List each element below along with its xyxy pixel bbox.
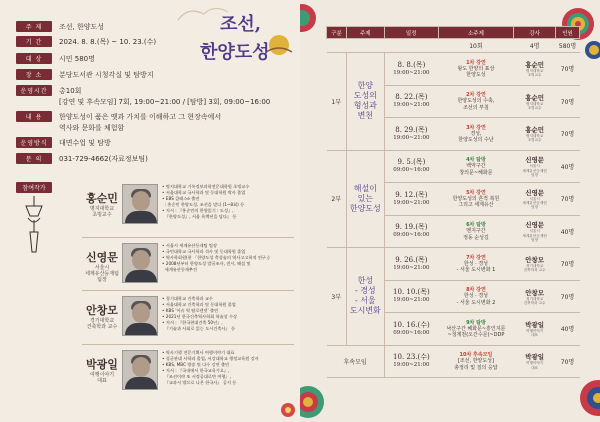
cell-topic — [346, 248, 384, 346]
cell-capacity: 40명 — [556, 215, 580, 248]
session-date: 9. 26.(목) — [395, 255, 428, 264]
session-time: 19:00~21:00 — [393, 264, 430, 271]
cell-subtopic — [438, 85, 514, 118]
cell-instructor — [514, 248, 556, 281]
topic-line: 한양 — [357, 81, 374, 91]
speaker-affiliation: 대표 — [97, 378, 107, 384]
session-time: 19:00~21:00 — [393, 134, 430, 141]
speaker-photo — [122, 296, 158, 336]
session-tag: 5차 강연 — [466, 189, 486, 196]
session-date: 9. 12.(목) — [395, 190, 428, 199]
info-label: 기 간 — [16, 36, 52, 47]
info-value: 분당도서관 시청각실 및 탐방지 — [59, 70, 154, 79]
subtopic-line: 총정리 및 질의 응답 — [454, 364, 498, 371]
summary-instructors: 4명 — [514, 39, 556, 53]
cell-capacity: 70명 — [556, 85, 580, 118]
info-label: 운영시간 — [16, 85, 52, 96]
info-label: 문 의 — [16, 153, 52, 164]
info-row — [16, 110, 221, 123]
speaker-bio-line: • 경기대학교 건축학과 교수 — [162, 296, 213, 301]
subtopic-line: 한양도성의 흔적 복원 — [452, 195, 500, 202]
info-label: 운영방식 — [16, 137, 52, 148]
summary-people: 580명 — [556, 39, 580, 53]
speaker-bio-line: • 역사기행 전문기획사 여행이야기 대표 — [162, 350, 235, 355]
instructor-affiliation: 세계유산등재팀 — [522, 233, 547, 238]
topic-line: - 경성 — [354, 286, 376, 296]
cell-subtopic — [438, 280, 514, 313]
speaker-bio-line: • 2021년 한국건축역사학회 학술상 수상 — [162, 314, 238, 320]
cell-date — [384, 150, 438, 183]
title-line1: 조선, — [220, 14, 262, 35]
table-row — [327, 150, 580, 183]
cell-date — [384, 85, 438, 118]
subtopic-line: 한양도성의 수난 — [458, 137, 494, 144]
info-row — [16, 52, 95, 65]
speaker-bio — [162, 243, 294, 273]
speaker-name: 신영문 — [86, 251, 118, 264]
session-date: 9. 19.(목) — [395, 223, 428, 232]
cell-subtopic — [438, 345, 514, 377]
info-value: 시민 580명 — [59, 54, 95, 63]
cell-topic — [346, 150, 384, 248]
session-date: 10. 10.(목) — [393, 288, 430, 297]
corner-flower-left-icon — [300, 0, 322, 40]
instructor-name: 안창모 — [525, 288, 545, 297]
instructor-affiliation: 초빙교수 — [527, 105, 542, 110]
speaker-bio-line: 『조선이야 또 서정공대로만 여행』, — [162, 374, 231, 380]
speaker-bio-line: 세계유산등재추진 — [162, 267, 198, 273]
instructor-affiliation: 명지대학교 — [525, 134, 544, 139]
instructor-affiliation: 경기대학교 — [525, 264, 544, 269]
subtopic-line: 왕도 한양의 표상 — [457, 65, 495, 72]
session-tag: 6차 탐방 — [466, 222, 486, 229]
speaker-divider — [82, 290, 294, 291]
speaker-card — [82, 302, 122, 330]
cell-subtopic — [438, 248, 514, 281]
instructor-affiliation: 건축학과 교수 — [523, 300, 546, 305]
session-time: 19:00~21:00 — [393, 297, 430, 304]
header-instructor: 강사 — [514, 27, 556, 39]
instructor-name: 박광일 — [525, 353, 545, 362]
instructor-affiliation: 초빙교수 — [527, 138, 542, 143]
speaker-name: 안창모 — [86, 304, 118, 317]
session-tag: 1차 강연 — [466, 59, 486, 66]
part-label: 1부 — [331, 98, 342, 106]
cell-capacity: 40명 — [556, 313, 580, 346]
subtopic-line: 백악구간 — [466, 163, 486, 170]
subtopic-line: 멘지구간 — [466, 228, 486, 235]
header-subtopic: 소주제 — [438, 27, 514, 39]
topic-line: 있는 — [357, 193, 374, 203]
instructor-affiliation: 서울시 — [529, 196, 540, 201]
speaker-affiliation: 세계유산등재팀 — [85, 271, 119, 277]
instructor-affiliation: 초빙교수 — [527, 73, 542, 78]
topic-line: 변천 — [357, 111, 374, 121]
topic-line: 형성과 — [353, 101, 377, 111]
instructor-name: 홍순민 — [525, 126, 545, 135]
instructor-name: 안창모 — [525, 256, 545, 265]
topic-line: 한성 — [357, 276, 374, 286]
speaker-affiliation: 명지대학교 — [89, 206, 115, 212]
info-value-continued: 역사와 문화를 체험함 — [59, 124, 125, 132]
instructor-name: 신영문 — [525, 188, 545, 197]
cell-instructor — [514, 53, 556, 86]
cell-date — [384, 345, 438, 377]
info-row — [16, 68, 154, 81]
speaker-photo — [122, 350, 158, 390]
speaker-bio-line: 『교과서 밖으로 나온 한국사』 공저 등 — [162, 380, 237, 386]
topic-line: 한양도성 — [349, 203, 381, 213]
instructor-affiliation: 명지대학교 — [525, 101, 544, 106]
session-date: 8. 22.(목) — [395, 93, 428, 102]
header-topic: 주제 — [346, 27, 384, 39]
table-row — [327, 248, 580, 281]
session-tag: 3차 강연 — [466, 124, 486, 131]
title-art — [198, 6, 278, 68]
cell-date — [384, 280, 438, 313]
speaker-bio-line: • KBS, MBC 방송 및 다수 강연 출연 — [162, 362, 230, 368]
subtopic-line: 한성 · 경성 — [463, 260, 488, 267]
instructor-affiliation: 팀장 — [531, 172, 539, 177]
subtopic-line: - 서울 도시변화 2 — [456, 299, 496, 306]
cell-instructor — [514, 313, 556, 346]
speaker-name: 홍순민 — [86, 192, 118, 205]
cell-subtopic — [438, 313, 514, 346]
session-date: 10. 23.(수) — [393, 353, 430, 361]
info-label: 주 제 — [16, 21, 52, 32]
cell-capacity: 70명 — [556, 280, 580, 313]
cell-capacity: 70명 — [556, 118, 580, 151]
speaker-bio-line: • 저서 : 『국내에서 한국교육가요』, — [162, 368, 230, 374]
session-tag: 10차 후속모임 — [459, 352, 493, 358]
speaker-bio-line: • 서울시 세계유산등재팀 팀장 — [162, 243, 218, 248]
subtopic-line: 한양도성 — [466, 72, 486, 79]
speakers-label: 참여작가 — [16, 182, 52, 193]
header-division: 구분 — [327, 27, 347, 39]
subtopic-line: ~청계천(오간수문)~DDP — [447, 332, 505, 339]
corner-flower-bottomleft-icon — [300, 372, 332, 422]
corner-flower-bottomright-icon — [570, 370, 600, 422]
cell-date — [384, 183, 438, 216]
summary-sessions: 10회 — [438, 39, 514, 53]
info-row — [16, 84, 81, 97]
speaker-card — [82, 356, 122, 384]
session-date: 8. 29.(목) — [395, 125, 428, 134]
cell-capacity: 70명 — [556, 183, 580, 216]
topic-line: 해설이 — [353, 183, 377, 193]
session-tag: 9차 탐방 — [466, 319, 486, 326]
session-date: 8. 8.(목) — [397, 60, 426, 69]
subtopic-line: 경성, — [470, 130, 482, 137]
subtopic-line: 정동 순성길 — [463, 234, 489, 241]
speaker-bio — [162, 296, 294, 333]
info-value: 031-729-4662(자료정보팀) — [59, 154, 148, 163]
speaker-card — [82, 190, 122, 218]
info-value: 조선, 한양도성 — [59, 22, 105, 31]
instructor-name: 신영문 — [525, 221, 545, 230]
info-row — [16, 136, 111, 149]
cell-subtopic — [438, 215, 514, 248]
speaker-affiliation: 경기대학교 — [89, 318, 115, 324]
speaker-bio-line: • 저서 : 『한국현대건축 50년』, — [162, 320, 223, 326]
speaker-affiliation: 건축학과 교수 — [86, 324, 118, 330]
cell-capacity: 70명 — [556, 53, 580, 86]
instructor-affiliation: 여행이야기 — [525, 361, 544, 366]
cell-instructor — [514, 118, 556, 151]
speaker-name: 박광일 — [86, 358, 118, 371]
session-time: 19:00~21:00 — [393, 199, 430, 206]
instructor-affiliation: 명지대학교 — [525, 69, 544, 74]
instructor-affiliation: 경기대학교 — [525, 296, 544, 301]
info-value-continued: [강연 및 후속모임] 7회, 19:00~21:00 / [탐방] 3회, 09:00~16:00 — [59, 98, 271, 106]
topic-line: - 서울 — [354, 296, 376, 306]
speaker-affiliation: 팀장 — [97, 277, 107, 283]
cell-subtopic — [438, 183, 514, 216]
cell-part — [327, 345, 385, 377]
subtopic-line: - 서울 도시변화 1 — [456, 267, 496, 274]
instructor-affiliation: 대표 — [531, 365, 539, 370]
speaker-bio-line: 『기술과 사회로 읽는 도시건축사』 등 — [162, 326, 235, 332]
speaker-bio-line: • 서울대학교 건축학과 및 동대학원 졸업 — [162, 302, 236, 308]
session-tag: 2차 강연 — [466, 92, 486, 99]
table-row — [327, 345, 580, 377]
topic-line: 도시변화 — [349, 306, 381, 316]
session-date: 9. 5.(목) — [397, 158, 426, 167]
info-row — [16, 152, 148, 165]
session-tag: 7차 강연 — [466, 254, 486, 261]
session-time: 19:00~21:00 — [393, 362, 430, 368]
info-label: 장 소 — [16, 69, 52, 80]
title-line2: 한양도성 — [200, 42, 270, 63]
cell-instructor — [514, 150, 556, 183]
cell-capacity: 40명 — [556, 150, 580, 183]
speaker-card — [82, 249, 122, 283]
part-label: 3부 — [331, 293, 342, 301]
speaker-affiliation: 여행이야기 — [89, 372, 115, 378]
speaker-bio-line: • 역사학회원(현 「한양도성 축성술의 역사고고학적 연구」) — [162, 255, 270, 261]
session-time: 09:00~16:00 — [393, 167, 430, 174]
subtopic-line: 낙산구간 혜화문~흥인지문 — [446, 325, 506, 332]
cell-date — [384, 53, 438, 86]
speaker-bio-line: • 국민대학교 국사학과 석사 및 동대학원 졸업 — [162, 249, 246, 255]
instructor-affiliation: 팀장 — [531, 205, 539, 210]
speaker-bio-line: • 명지대학교 기록정보과학전문대학원 초빙교수 — [162, 184, 250, 189]
speaker-photo — [122, 184, 158, 224]
instructor-affiliation: 세계유산등재팀 — [522, 201, 547, 206]
cell-subtopic — [438, 53, 514, 86]
cell-instructor — [514, 345, 556, 377]
instructor-affiliation: 서울시 — [529, 164, 540, 169]
session-tag: 8차 강연 — [466, 287, 486, 294]
cell-capacity: 70명 — [556, 248, 580, 281]
session-tag: 4차 탐방 — [466, 157, 486, 164]
session-time: 09:00~16:00 — [393, 232, 430, 239]
cell-instructor — [514, 280, 556, 313]
speaker-bio-line: • 저서 : 『홍순민의 한양읽기 : 도성』, — [162, 208, 234, 214]
subtopic-line: 한성 · 경성 — [463, 293, 488, 300]
speaker-bio — [162, 350, 294, 387]
speaker-bio — [162, 184, 294, 221]
cell-date — [384, 215, 438, 248]
instructor-affiliation: 세계유산등재팀 — [522, 168, 547, 173]
subtopic-line: 창의문~혜화문 — [459, 169, 493, 176]
instructor-name: 신영문 — [525, 156, 545, 165]
instructor-name: 박광일 — [525, 321, 545, 330]
session-time: 19:00~21:00 — [393, 69, 430, 76]
speaker-bio-line: • 서울대학교 국사학과 및 동대학원 박사 졸업 — [162, 190, 246, 196]
speaker-divider — [82, 344, 294, 345]
schedule-table — [326, 26, 580, 378]
part-label: 2부 — [331, 196, 342, 204]
cell-subtopic — [438, 118, 514, 151]
speaker-divider — [82, 237, 294, 238]
part-label: 후속모임 — [343, 358, 367, 366]
subtopic-line: 그리고 세계유산 — [458, 202, 494, 209]
instructor-affiliation: 여행이야기 — [525, 329, 544, 334]
flower-decoration-icon — [276, 398, 300, 422]
info-row — [16, 35, 156, 48]
summary-row — [327, 39, 580, 53]
instructor-affiliation: 건축학과 교수 — [523, 268, 546, 273]
cell-subtopic — [438, 150, 514, 183]
cell-topic — [346, 53, 384, 151]
topic-line: 도성의 — [353, 91, 377, 101]
subtopic-line: 조선의 부침 — [463, 104, 489, 111]
cell-date — [384, 248, 438, 281]
header-capacity: 인원 — [556, 27, 580, 39]
instructor-name: 홍순민 — [525, 61, 545, 70]
cell-date — [384, 313, 438, 346]
speaker-bio-line: 『한양도성』, 서울 육백년을 담다』 등 — [162, 214, 237, 220]
session-time: 19:00~21:00 — [393, 102, 430, 109]
session-time: 09:00~16:00 — [393, 329, 430, 336]
speaker-affiliation: 서울시 — [94, 265, 110, 271]
speaker-affiliation: 초빙교수 — [92, 212, 112, 218]
speaker-photo — [122, 243, 158, 283]
instructor-affiliation: 대표 — [531, 333, 539, 338]
cell-capacity: 70명 — [556, 345, 580, 377]
instructor-affiliation: 서울시 — [529, 229, 540, 234]
cell-part — [327, 53, 347, 151]
info-label: 내 용 — [16, 111, 52, 122]
instructor-name: 홍순민 — [525, 93, 545, 102]
speaker-bio-line: • EBS 클래스e 출연 — [162, 196, 200, 202]
norigae-ornament-icon — [20, 196, 48, 256]
table-row — [327, 53, 580, 86]
cell-instructor — [514, 183, 556, 216]
speaker-bio-line: • 2008년부터 한양도성 발굴조사, 전시, 해설 및 — [162, 261, 251, 267]
cell-instructor — [514, 85, 556, 118]
info-value: 한양도성이 품은 옛과 가치를 이해하고 그 현장속에서 — [59, 112, 222, 121]
cell-part — [327, 248, 347, 346]
header-date: 일정 — [384, 27, 438, 39]
cell-date — [384, 118, 438, 151]
speaker-bio-line: • 성균관대 사학과 졸업, 서강대학교 행정교육원 강사 — [162, 356, 259, 362]
subtopic-line: [조선, 한양도성] — [457, 358, 494, 364]
info-value: 총10회 — [59, 86, 82, 95]
speaker-bio-line: • KBS '이슈 역 탐로덴넷' 출연 — [162, 308, 219, 314]
subtopic-line: 한양도성의 수축, — [457, 98, 495, 105]
cell-instructor — [514, 215, 556, 248]
info-label: 대 상 — [16, 53, 52, 64]
info-value: 2024. 8. 8.(목) ~ 10. 23.(수) — [59, 37, 157, 46]
session-date: 10. 16.(수) — [393, 320, 430, 329]
table-header-row — [327, 27, 580, 39]
info-row — [16, 20, 104, 33]
cell-part — [327, 150, 347, 248]
info-value: 대면수업 및 탐방 — [59, 138, 111, 147]
speaker-bio-line: : 홍순민 한양도성, 조선을 말다 (1~8회) 등 — [162, 202, 245, 208]
instructor-affiliation: 팀장 — [531, 237, 539, 242]
